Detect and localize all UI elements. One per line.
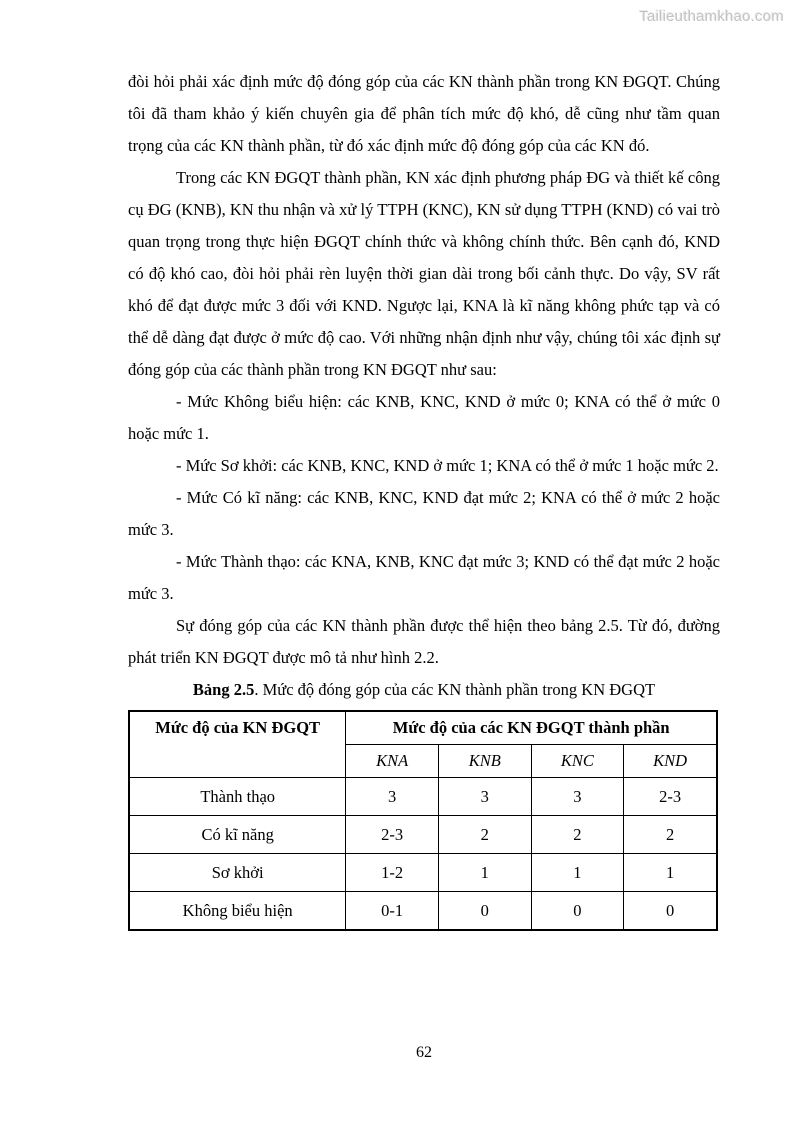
table-row bbox=[129, 854, 717, 892]
table-cell: 2-3 bbox=[624, 778, 717, 816]
table-cell: 3 bbox=[531, 778, 624, 816]
column-header: KNB bbox=[438, 745, 531, 778]
table-cell: 2 bbox=[531, 816, 624, 854]
table-cell: 1 bbox=[624, 854, 717, 892]
list-item-paragraph: - Mức Có kĩ năng: các KNB, KNC, KND đạt mức 2; KNA có thể ở mức 2 hoặc mức 3. bbox=[128, 488, 720, 539]
row-label: Thành thạo bbox=[129, 778, 346, 816]
table-row bbox=[129, 816, 717, 854]
row-label: Không biểu hiện bbox=[129, 892, 346, 931]
paragraph: Sự đóng góp của các KN thành phần được thể hiện theo bảng 2.5. Từ đó, đường phát triển KN ĐGQT được mô tả như hình 2.2. bbox=[128, 616, 720, 667]
table-cell: 0-1 bbox=[346, 892, 439, 931]
row-label: Có kĩ năng bbox=[129, 816, 346, 854]
column-header: KNC bbox=[531, 745, 624, 778]
table-cell: 0 bbox=[531, 892, 624, 931]
table-cell: 1-2 bbox=[346, 854, 439, 892]
table-cell: 3 bbox=[438, 778, 531, 816]
table-cell: 0 bbox=[624, 892, 717, 931]
table-cell: 2 bbox=[438, 816, 531, 854]
table-cell: 1 bbox=[531, 854, 624, 892]
table-caption-label: Bảng 2.5 bbox=[192, 680, 255, 699]
list-item-paragraph: - Mức Sơ khởi: các KNB, KNC, KND ở mức 1; KNA có thể ở mức 1 hoặc mức 2. bbox=[176, 456, 719, 475]
row-label: Sơ khởi bbox=[129, 854, 346, 892]
table-group-header: Mức độ của các KN ĐGQT thành phần bbox=[346, 711, 717, 745]
list-item-paragraph: - Mức Thành thạo: các KNA, KNB, KNC đạt mức 3; KND có thể đạt mức 2 hoặc mức 3. bbox=[128, 552, 720, 603]
paragraph: đòi hỏi phải xác định mức độ đóng góp của các KN thành phần trong KN ĐGQT. Chúng tôi đã tham khảo ý kiến chuyên gia để phân tích mức độ khó, dễ cũng như tầm quan trọng của các KN thành phần, từ đó xác định mức độ đóng góp của các KN đó. bbox=[128, 72, 720, 155]
paragraph: Trong các KN ĐGQT thành phần, KN xác định phương pháp ĐG và thiết kế công cụ ĐG (KNB), KN thu nhận và xử lý TTPH (KNC), KN sử dụng TTPH (KND) có vai trò quan trọng trong thực hiện ĐGQT chính thức và không chính thức. Bên cạnh đó, KND có độ khó cao, đòi hỏi phải rèn luyện thời gian dài trong bối cảnh thực. Do vậy, SV rất khó để đạt được mức 3 đối với KND. Ngược lại, KNA là kĩ năng không phức tạp và có thể dễ dàng đạt được ở mức độ cao. Với những nhận định như vậy, chúng tôi xác định sự đóng góp của các thành phần trong KN ĐGQT như sau: bbox=[128, 168, 720, 379]
contribution-table bbox=[128, 710, 718, 931]
table-row bbox=[129, 892, 717, 931]
table-cell: 0 bbox=[438, 892, 531, 931]
column-header: KND bbox=[624, 745, 717, 778]
table-header-row bbox=[129, 711, 717, 745]
list-item-paragraph: - Mức Không biểu hiện: các KNB, KNC, KND ở mức 0; KNA có thể ở mức 0 hoặc mức 1. bbox=[128, 392, 720, 443]
table-corner-header: Mức độ của KN ĐGQT bbox=[129, 711, 346, 778]
table-row bbox=[129, 778, 717, 816]
table-caption bbox=[128, 674, 720, 706]
document-body bbox=[128, 66, 720, 931]
table-cell: 3 bbox=[346, 778, 439, 816]
table-cell: 1 bbox=[438, 854, 531, 892]
table-cell: 2-3 bbox=[346, 816, 439, 854]
watermark-text: Tailieuthamkhao.com bbox=[639, 8, 784, 25]
page-number: 62 bbox=[416, 1044, 432, 1061]
table-cell: 2 bbox=[624, 816, 717, 854]
table-caption-text: . Mức độ đóng góp của các KN thành phần trong KN ĐGQT bbox=[254, 680, 656, 699]
column-header: KNA bbox=[346, 745, 439, 778]
